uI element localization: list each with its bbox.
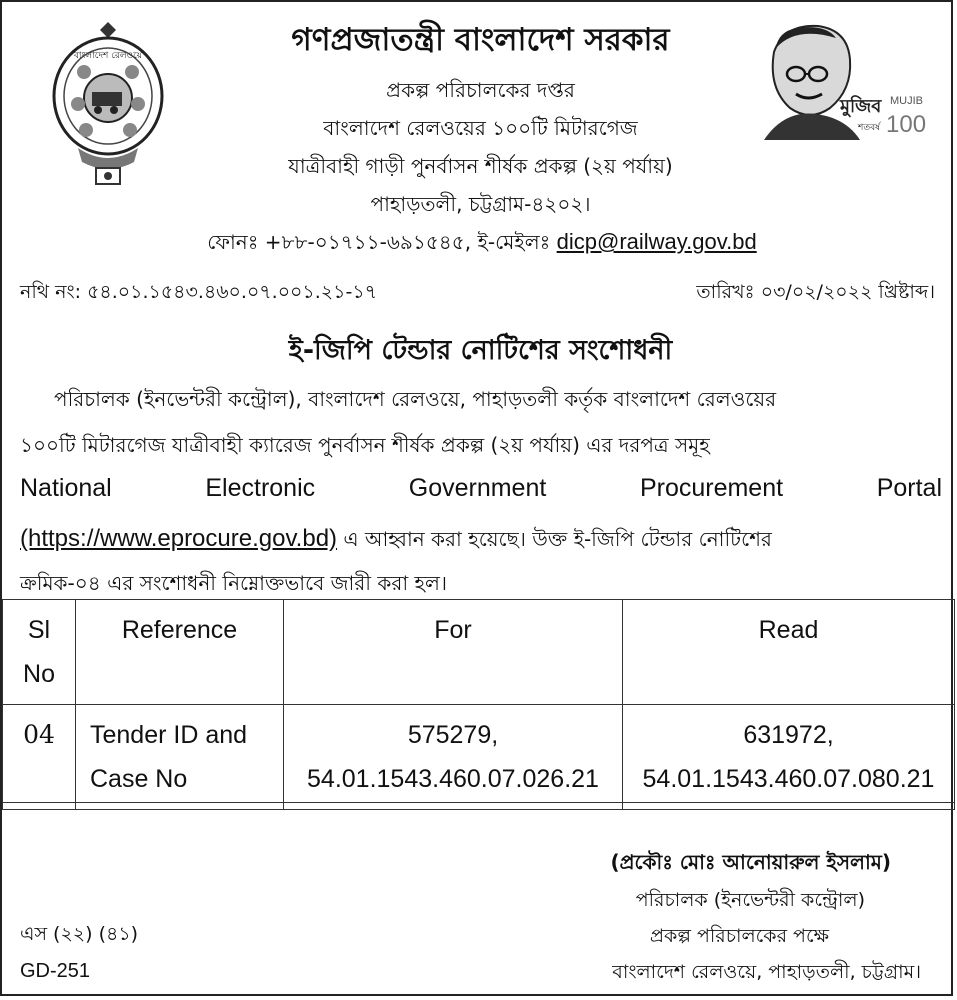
- office-name: প্রকল্প পরিচালকের দপ্তর: [386, 78, 575, 102]
- header-reference: Reference: [76, 600, 284, 705]
- portal-word: Electronic: [205, 474, 316, 502]
- cell-sl: 04: [3, 705, 76, 810]
- notice-line-4-text: এ আহ্বান করা হয়েছে। উক্ত ই-জিপি টেন্ডার নোটিশের: [337, 527, 772, 551]
- footer-code-2: GD-251: [20, 960, 91, 982]
- office-address: পাহাড়তলী, চট্টগ্রাম-৪২০২।: [370, 192, 591, 216]
- email-link[interactable]: dicp@railway.gov.bd: [556, 229, 757, 254]
- portal-name-line: [20, 474, 942, 503]
- svg-text:শতবর্ষ: শতবর্ষ: [858, 123, 881, 133]
- footer-code-1: এস (২২) (৪১): [20, 923, 139, 945]
- cell-for: [284, 705, 623, 810]
- phone-text: ফোনঃ +৮৮-০১৭১১-৬৯১৫৪৫, ই-মেইলঃ: [207, 230, 551, 254]
- portal-word: Procurement: [639, 474, 784, 502]
- government-title: গণপ্রজাতন্ত্রী বাংলাদেশ সরকার: [291, 22, 670, 58]
- contact-line: [142, 228, 822, 261]
- signatory-designation: পরিচালক (ইনভেন্টরী কন্ট্রোল): [635, 889, 865, 911]
- memo-number: নথি নং: ৫৪.০১.১৫৪৩.৪৬০.০৭.০০১.২১-১৭: [20, 281, 377, 303]
- notice-line-1: পরিচালক (ইনভেন্টরী কন্ট্রোল), বাংলাদেশ রেলওয়ে, পাহাড়তলী কর্তৃক বাংলাদেশ রেলওয়ের: [54, 387, 777, 411]
- portal-word: Portal: [876, 474, 942, 502]
- header-read: Read: [623, 600, 955, 705]
- signatory-office: বাংলাদেশ রেলওয়ে, পাহাড়তলী, চট্টগ্রাম।: [612, 961, 921, 983]
- signatory-name: (প্রকৌঃ মোঃ আনোয়ারুল ইসলাম): [610, 850, 891, 874]
- table-bottom-rule: [2, 802, 955, 803]
- svg-text:বাংলাদেশ রেলওয়ে: বাংলাদেশ রেলওয়ে: [73, 51, 143, 61]
- notice-line-2: ১০০টি মিটারগেজ যাত্রীবাহী ক্যারেজ পুনর্বাসন শীর্ষক প্রকল্প (২য় পর্যায়) এর দরপত্র সমূহ: [20, 433, 710, 457]
- portal-word: Government: [408, 474, 547, 502]
- table-row: [3, 705, 955, 810]
- eprocure-link[interactable]: (https://www.eprocure.gov.bd): [20, 525, 338, 552]
- for-case-no: 54.01.1543.460.07.026.21: [307, 765, 599, 793]
- amendment-table: [2, 599, 955, 810]
- memo-date: তারিখঃ ০৩/০২/২০২২ খ্রিষ্টাব্দ।: [696, 281, 935, 303]
- svg-text:মুজিব: মুজিব: [840, 96, 882, 117]
- read-case-no: 54.01.1543.460.07.080.21: [642, 765, 935, 793]
- mujib-100-logo-icon: [754, 22, 926, 142]
- bangladesh-railway-seal-icon: [48, 18, 168, 190]
- notice-line-4: [20, 516, 942, 562]
- notice-line-5: ক্রমিক-০৪ এর সংশোধনী নিম্নোক্তভাবে জারী করা হল।: [20, 571, 448, 595]
- header-sl: Sl No: [3, 600, 76, 705]
- read-tender-id: 631972,: [743, 721, 834, 749]
- cell-read: [623, 705, 955, 810]
- project-line-1: বাংলাদেশ রেলওয়ের ১০০টি মিটারগেজ: [323, 116, 638, 140]
- svg-text:MUJIB: MUJIB: [890, 95, 923, 107]
- for-tender-id: 575279,: [407, 721, 499, 749]
- header-for: For: [284, 600, 623, 705]
- project-line-2: যাত্রীবাহী গাড়ী পুনর্বাসন শীর্ষক প্রকল্প (২য় পর্যায়): [288, 154, 673, 178]
- notice-title: ই-জিপি টেন্ডার নোটিশের সংশোধনী: [288, 335, 673, 366]
- table-header-row: [3, 600, 955, 705]
- portal-word: National: [20, 474, 112, 502]
- signatory-behalf: প্রকল্প পরিচালকের পক্ষে: [649, 925, 829, 947]
- cell-reference: Tender ID and Case No: [76, 705, 284, 810]
- svg-text:100: 100: [886, 111, 926, 138]
